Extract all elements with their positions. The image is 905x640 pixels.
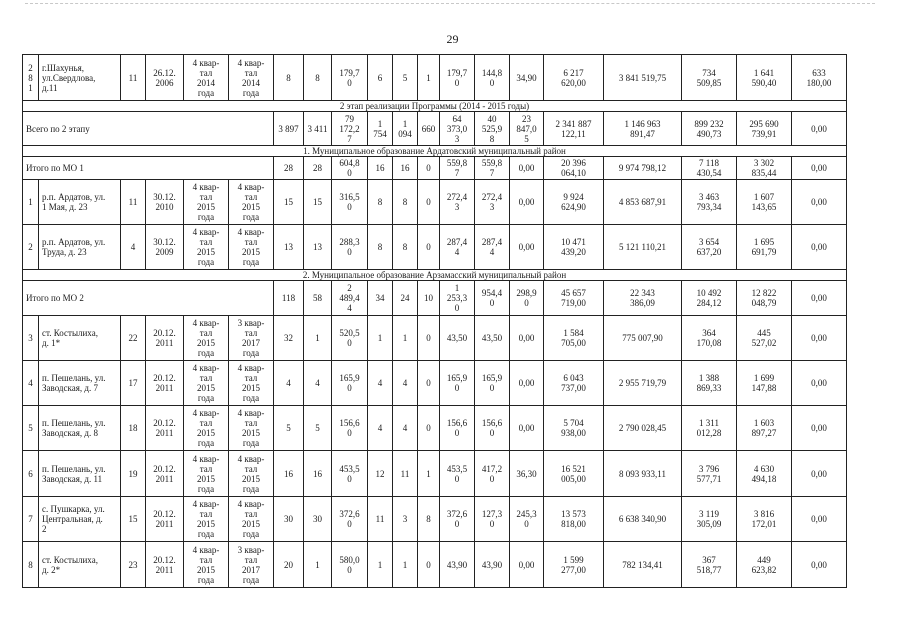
table-cell: 4 <box>393 406 418 451</box>
total-cell: 559,8 7 <box>475 157 510 180</box>
total-cell: 40 525,9 8 <box>475 112 510 146</box>
table-cell: 13 <box>274 225 304 270</box>
total-row <box>23 281 847 316</box>
table-cell: 15 <box>121 497 146 542</box>
table-row <box>23 225 847 270</box>
table-cell: 179,7 0 <box>332 55 368 101</box>
table-cell: 1 <box>368 316 393 361</box>
table-cell: 5 <box>393 55 418 101</box>
table-row <box>23 180 847 225</box>
page-number: 29 <box>446 32 459 46</box>
table-cell: 5 121 110,21 <box>604 225 682 270</box>
address-cell: ст. Костылиха, д. 2* <box>39 542 121 588</box>
total-cell: 10 <box>418 281 440 316</box>
table-cell: 0,00 <box>792 406 847 451</box>
table-cell: 6 638 340,90 <box>604 497 682 542</box>
table-cell: 4 квар- тал 2015 года <box>229 361 274 406</box>
total-cell: 1 094 <box>393 112 418 146</box>
total-cell: 2 341 887 122,11 <box>544 112 604 146</box>
table-cell: 316,5 0 <box>332 180 368 225</box>
table-cell: 127,3 0 <box>475 497 510 542</box>
section-header-row <box>23 101 847 112</box>
table-cell: 5 704 938,00 <box>544 406 604 451</box>
address-cell: п. Пешелань, ул. Заводская, д. 7 <box>39 361 121 406</box>
table-cell: 2 790 028,45 <box>604 406 682 451</box>
table-cell: 6 217 620,00 <box>544 55 604 101</box>
table-cell: 12 <box>368 451 393 497</box>
top-rule <box>25 3 875 4</box>
table-cell: 13 573 818,00 <box>544 497 604 542</box>
table-cell: 32 <box>274 316 304 361</box>
total-cell: 28 <box>304 157 332 180</box>
table-cell: 11 <box>393 451 418 497</box>
total-cell: 0,00 <box>792 281 847 316</box>
table-cell: 18 <box>121 406 146 451</box>
table-cell: 4 <box>393 361 418 406</box>
table-cell: 5 <box>304 406 332 451</box>
table-cell: 6 <box>368 55 393 101</box>
table-cell: 775 007,90 <box>604 316 682 361</box>
total-cell: 118 <box>274 281 304 316</box>
table-cell: 8 <box>274 55 304 101</box>
table-cell: 445 527,02 <box>737 316 792 361</box>
table-cell: 3 квар- тал 2017 года <box>229 542 274 588</box>
table-cell: 6 043 737,00 <box>544 361 604 406</box>
table-cell: 0,00 <box>792 225 847 270</box>
total-cell: 3 302 835,44 <box>737 157 792 180</box>
table-cell: 1 699 147,88 <box>737 361 792 406</box>
table-cell: 30.12. 2009 <box>146 225 184 270</box>
table-cell: 1 <box>304 316 332 361</box>
table-cell: 0 <box>418 225 440 270</box>
table-cell: 0 <box>418 406 440 451</box>
row-number-cell: 2 <box>23 225 39 270</box>
table-cell: 417,2 0 <box>475 451 510 497</box>
total-cell: 45 657 719,00 <box>544 281 604 316</box>
table-cell: 0,00 <box>792 361 847 406</box>
total-cell: 34 <box>368 281 393 316</box>
table-cell: 245,3 0 <box>510 497 544 542</box>
row-number-cell: 4 <box>23 361 39 406</box>
table-cell: 144,8 0 <box>475 55 510 101</box>
table-cell: 4 <box>368 361 393 406</box>
row-number-cell: 8 <box>23 542 39 588</box>
table-cell: 11 <box>121 55 146 101</box>
total-cell: 3 897 <box>274 112 304 146</box>
total-cell: 7 118 430,54 <box>682 157 737 180</box>
table-cell: 1 603 897,27 <box>737 406 792 451</box>
table-cell: 36,30 <box>510 451 544 497</box>
table-cell: 4 <box>368 406 393 451</box>
table-cell: 1 607 143,65 <box>737 180 792 225</box>
table-cell: 372,6 0 <box>332 497 368 542</box>
table-cell: 4 квар- тал 2015 года <box>229 225 274 270</box>
section-header-row <box>23 270 847 281</box>
table-cell: 1 <box>393 542 418 588</box>
table-row <box>23 406 847 451</box>
table-cell: 13 <box>304 225 332 270</box>
table-cell: 43,90 <box>475 542 510 588</box>
total-cell: 899 232 490,73 <box>682 112 737 146</box>
table-cell: 0,00 <box>510 406 544 451</box>
address-cell: п. Пешелань, ул. Заводская, д. 8 <box>39 406 121 451</box>
table-cell: 4 квар- тал 2015 года <box>184 406 229 451</box>
table-cell: 633 180,00 <box>792 55 847 101</box>
section-header: 2. Муниципальное образование Арзамасский муниципальный район <box>23 270 847 281</box>
table-cell: 0,00 <box>510 316 544 361</box>
table-cell: 179,7 0 <box>440 55 475 101</box>
table-cell: 0 <box>418 542 440 588</box>
table-cell: 1 695 691,79 <box>737 225 792 270</box>
row-number-cell: 5 <box>23 406 39 451</box>
table-cell: 20.12. 2011 <box>146 316 184 361</box>
table-cell: 4 квар- тал 2015 года <box>229 406 274 451</box>
table-cell: 16 521 005,00 <box>544 451 604 497</box>
table-cell: 1 641 590,40 <box>737 55 792 101</box>
table-cell: 1 311 012,28 <box>682 406 737 451</box>
table-cell: 1 <box>304 542 332 588</box>
total-cell: 559,8 7 <box>440 157 475 180</box>
table-cell: 453,5 0 <box>440 451 475 497</box>
table-cell: 43,50 <box>440 316 475 361</box>
table-cell: 0,00 <box>792 451 847 497</box>
table-cell: 22 <box>121 316 146 361</box>
table-cell: 3 796 577,71 <box>682 451 737 497</box>
table-cell: 20.12. 2011 <box>146 406 184 451</box>
table-cell: 11 <box>121 180 146 225</box>
table-cell: 10 471 439,20 <box>544 225 604 270</box>
table-cell: 8 <box>368 225 393 270</box>
total-label: Всего по 2 этапу <box>23 112 274 146</box>
table-cell: 367 518,77 <box>682 542 737 588</box>
total-cell: 58 <box>304 281 332 316</box>
table-cell: 26.12. 2006 <box>146 55 184 101</box>
table-row <box>23 497 847 542</box>
table-cell: 1 <box>393 316 418 361</box>
table-cell: 0,00 <box>510 225 544 270</box>
total-cell: 12 822 048,79 <box>737 281 792 316</box>
table-cell: 288,3 0 <box>332 225 368 270</box>
table-cell: 8 <box>304 55 332 101</box>
total-cell: 64 373,0 3 <box>440 112 475 146</box>
table-cell: 20.12. 2011 <box>146 542 184 588</box>
table-cell: 3 119 305,09 <box>682 497 737 542</box>
table-cell: 4 853 687,91 <box>604 180 682 225</box>
table-cell: 3 654 637,20 <box>682 225 737 270</box>
table-row <box>23 316 847 361</box>
total-cell: 79 172,2 7 <box>332 112 368 146</box>
table-cell: 165,9 0 <box>475 361 510 406</box>
table-row <box>23 55 847 101</box>
total-cell: 22 343 386,09 <box>604 281 682 316</box>
total-row <box>23 112 847 146</box>
total-cell: 604,8 0 <box>332 157 368 180</box>
section-header: 2 этап реализации Программы (2014 - 2015 годы) <box>23 101 847 112</box>
table-cell: 17 <box>121 361 146 406</box>
table-cell: 372,6 0 <box>440 497 475 542</box>
total-label: Итого по МО 1 <box>23 157 274 180</box>
table-cell: 3 квар- тал 2017 года <box>229 316 274 361</box>
table-cell: 4 квар- тал 2015 года <box>184 542 229 588</box>
table-cell: 30 <box>274 497 304 542</box>
total-cell: 20 396 064,10 <box>544 157 604 180</box>
table-cell: 3 463 793,34 <box>682 180 737 225</box>
table-cell: 4 квар- тал 2015 года <box>184 225 229 270</box>
table-cell: 9 924 624,90 <box>544 180 604 225</box>
table-cell: 4 квар- тал 2015 года <box>229 451 274 497</box>
table-cell: 4 квар- тал 2014 года <box>229 55 274 101</box>
total-cell: 28 <box>274 157 304 180</box>
table-cell: 580,0 0 <box>332 542 368 588</box>
row-number-cell: 6 <box>23 451 39 497</box>
table-cell: 156,6 0 <box>440 406 475 451</box>
table-row <box>23 542 847 588</box>
table-cell: 156,6 0 <box>332 406 368 451</box>
table-cell: 5 <box>274 406 304 451</box>
table-cell: 16 <box>304 451 332 497</box>
row-number-cell: 1 <box>23 180 39 225</box>
address-cell: г.Шахунья, ул.Свердлова, д.11 <box>39 55 121 101</box>
table-cell: 8 093 933,11 <box>604 451 682 497</box>
total-label: Итого по МО 2 <box>23 281 274 316</box>
address-cell: п. Пешелань, ул. Заводская, д. 11 <box>39 451 121 497</box>
total-cell: 0,00 <box>792 112 847 146</box>
table-cell: 0,00 <box>510 180 544 225</box>
total-cell: 1 146 963 891,47 <box>604 112 682 146</box>
table-cell: 1 <box>418 451 440 497</box>
table-cell: 272,4 3 <box>440 180 475 225</box>
table-cell: 4 квар- тал 2015 года <box>229 497 274 542</box>
table-cell: 520,5 0 <box>332 316 368 361</box>
table-cell: 4 квар- тал 2015 года <box>229 180 274 225</box>
table-cell: 734 509,85 <box>682 55 737 101</box>
table-cell: 2 955 719,79 <box>604 361 682 406</box>
table-cell: 4 квар- тал 2015 года <box>184 361 229 406</box>
table-cell: 1 <box>418 55 440 101</box>
address-cell: ст. Костылиха, д. 1* <box>39 316 121 361</box>
table-cell: 4 квар- тал 2015 года <box>184 451 229 497</box>
section-header-row <box>23 146 847 157</box>
total-cell: 10 492 284,12 <box>682 281 737 316</box>
table-cell: 34,90 <box>510 55 544 101</box>
table-cell: 453,5 0 <box>332 451 368 497</box>
table-cell: 0 <box>418 180 440 225</box>
table-cell: 20 <box>274 542 304 588</box>
table-cell: 15 <box>274 180 304 225</box>
total-cell: 16 <box>393 157 418 180</box>
total-cell: 0,00 <box>792 157 847 180</box>
total-cell: 298,9 0 <box>510 281 544 316</box>
table-cell: 4 630 494,18 <box>737 451 792 497</box>
table-cell: 8 <box>418 497 440 542</box>
address-cell: р.п. Ардатов, ул. 1 Мая, д. 23 <box>39 180 121 225</box>
table-cell: 272,4 3 <box>475 180 510 225</box>
table-cell: 8 <box>393 180 418 225</box>
table-cell: 8 <box>368 180 393 225</box>
table-cell: 364 170,08 <box>682 316 737 361</box>
table-cell: 30 <box>304 497 332 542</box>
table-cell: 20.12. 2011 <box>146 451 184 497</box>
table-cell: 3 <box>393 497 418 542</box>
total-cell: 16 <box>368 157 393 180</box>
total-cell: 2 489,4 4 <box>332 281 368 316</box>
table-cell: 287,4 4 <box>440 225 475 270</box>
table-cell: 3 841 519,75 <box>604 55 682 101</box>
table-cell: 0,00 <box>792 542 847 588</box>
table-row <box>23 451 847 497</box>
table-cell: 0,00 <box>510 361 544 406</box>
table-cell: 0,00 <box>792 180 847 225</box>
table-cell: 8 <box>393 225 418 270</box>
section-header: 1. Муниципальное образование Ардатовский муниципальный район <box>23 146 847 157</box>
table-cell: 1 <box>368 542 393 588</box>
table-cell: 165,9 0 <box>440 361 475 406</box>
row-number-cell: 2 8 1 <box>23 55 39 101</box>
total-cell: 1 253,3 0 <box>440 281 475 316</box>
table-cell: 1 599 277,00 <box>544 542 604 588</box>
total-cell: 9 974 798,12 <box>604 157 682 180</box>
table-cell: 1 388 869,33 <box>682 361 737 406</box>
table-cell: 4 <box>274 361 304 406</box>
table-cell: 0 <box>418 316 440 361</box>
table-cell: 11 <box>368 497 393 542</box>
table-cell: 16 <box>274 451 304 497</box>
row-number-cell: 7 <box>23 497 39 542</box>
table-cell: 43,50 <box>475 316 510 361</box>
row-number-cell: 3 <box>23 316 39 361</box>
program-table-wrapper <box>22 54 847 588</box>
table-cell: 0,00 <box>792 316 847 361</box>
total-cell: 1 754 <box>368 112 393 146</box>
table-cell: 23 <box>121 542 146 588</box>
table-cell: 15 <box>304 180 332 225</box>
table-row <box>23 361 847 406</box>
total-cell: 295 690 739,91 <box>737 112 792 146</box>
total-cell: 24 <box>393 281 418 316</box>
table-cell: 43,90 <box>440 542 475 588</box>
table-cell: 4 квар- тал 2014 года <box>184 55 229 101</box>
table-cell: 3 816 172,01 <box>737 497 792 542</box>
table-cell: 449 623,82 <box>737 542 792 588</box>
table-cell: 165,9 0 <box>332 361 368 406</box>
table-cell: 0 <box>418 361 440 406</box>
table-cell: 4 квар- тал 2015 года <box>184 180 229 225</box>
total-row <box>23 157 847 180</box>
table-cell: 20.12. 2011 <box>146 497 184 542</box>
total-cell: 0 <box>418 157 440 180</box>
total-cell: 660 <box>418 112 440 146</box>
total-cell: 954,4 0 <box>475 281 510 316</box>
table-cell: 4 <box>121 225 146 270</box>
table-cell: 4 <box>304 361 332 406</box>
table-cell: 156,6 0 <box>475 406 510 451</box>
table-cell: 19 <box>121 451 146 497</box>
address-cell: р.п. Ардатов, ул. Труда, д. 23 <box>39 225 121 270</box>
table-cell: 782 134,41 <box>604 542 682 588</box>
total-cell: 23 847,0 5 <box>510 112 544 146</box>
table-cell: 20.12. 2011 <box>146 361 184 406</box>
total-cell: 0,00 <box>510 157 544 180</box>
table-cell: 4 квар- тал 2015 года <box>184 316 229 361</box>
table-cell: 287,4 4 <box>475 225 510 270</box>
total-cell: 3 411 <box>304 112 332 146</box>
table-cell: 4 квар- тал 2015 года <box>184 497 229 542</box>
program-table <box>22 54 847 588</box>
table-cell: 1 584 705,00 <box>544 316 604 361</box>
table-cell: 30.12. 2010 <box>146 180 184 225</box>
table-cell: 0,00 <box>510 542 544 588</box>
table-cell: 0,00 <box>792 497 847 542</box>
address-cell: с. Пушкарка, ул. Центральная, д. 2 <box>39 497 121 542</box>
